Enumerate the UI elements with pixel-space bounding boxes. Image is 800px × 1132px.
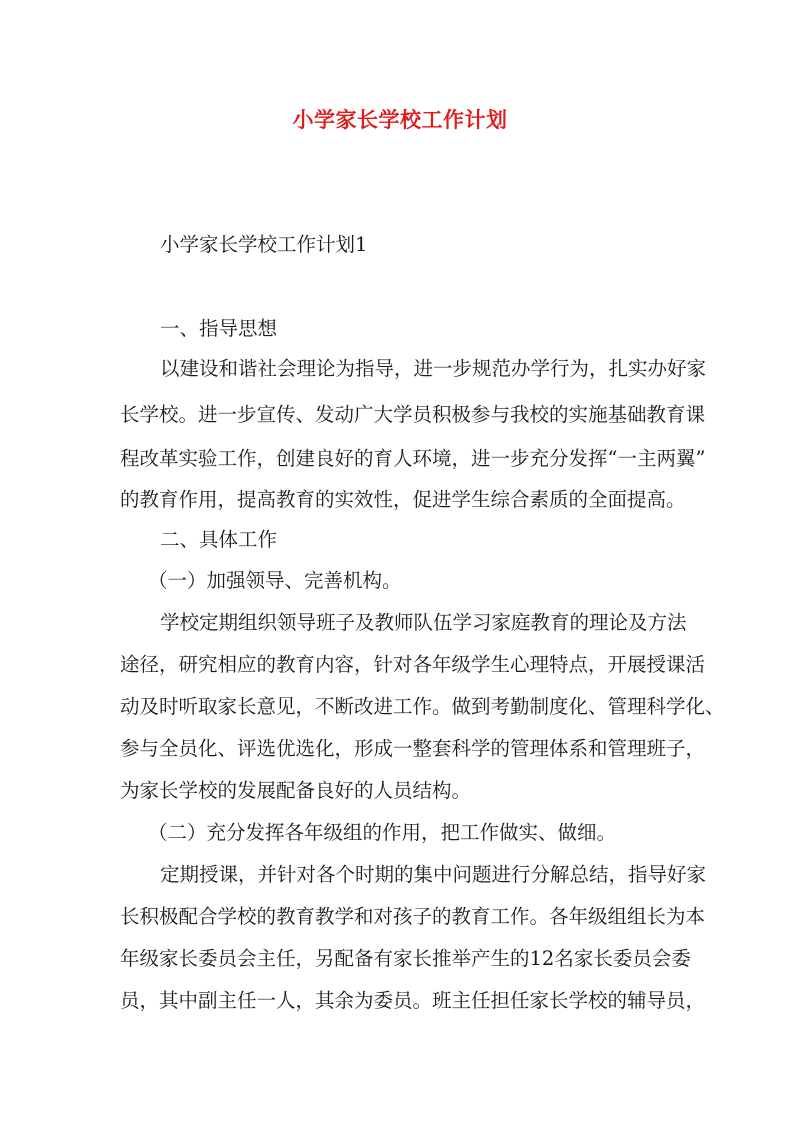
paragraph-line: 学校定期组织领导班子及教师队伍学习家庭教育的理论及方法 bbox=[160, 611, 687, 634]
heading-specific-work: 二、具体工作 bbox=[160, 528, 278, 551]
paragraph-line: 以建设和谐社会理论为指导，进一步规范办学行为，扎实办好家 bbox=[160, 357, 707, 380]
paragraph-line: 为家长学校的发展配备良好的人员结构。 bbox=[120, 779, 472, 802]
subheading-leadership: （一）加强领导、完善机构。 bbox=[148, 569, 402, 592]
paragraph-line: 动及时听取家长意见，不断改进工作。做到考勤制度化、管理科学化、 bbox=[120, 695, 725, 718]
paragraph-line: 员，其中副主任一人，其余为委员。班主任担任家长学校的辅导员， bbox=[120, 989, 706, 1012]
document-title: 小学家长学校工作计划 bbox=[292, 107, 508, 132]
paragraph-line: 长积极配合学校的教育教学和对孩子的教育工作。各年级组组长为本 bbox=[120, 905, 706, 928]
section-subtitle: 小学家长学校工作计划1 bbox=[160, 233, 368, 256]
subheading-grade-groups: （二）充分发挥各年级组的作用，把工作做实、做细。 bbox=[148, 821, 617, 844]
paragraph-line: 程改革实验工作，创建良好的育人环境，进一步充分发挥“一主两翼” bbox=[120, 447, 706, 470]
paragraph-line: 长学校。进一步宣传、发动广大学员积极参与我校的实施基础教育课 bbox=[120, 403, 706, 426]
heading-guiding-thought: 一、指导思想 bbox=[160, 317, 278, 340]
paragraph-line: 定期授课，并针对各个时期的集中问题进行分解总结，指导好家 bbox=[160, 863, 707, 886]
paragraph-line: 年级家长委员会主任，另配备有家长推举产生的12名家长委员会委 bbox=[120, 947, 691, 970]
paragraph-line: 参与全员化、评选优选化，形成一整套科学的管理体系和管理班子， bbox=[120, 737, 706, 760]
paragraph-line: 途径，研究相应的教育内容，针对各年级学生心理特点，开展授课活 bbox=[120, 653, 706, 676]
paragraph-line: 的教育作用，提高教育的实效性，促进学生综合素质的全面提高。 bbox=[120, 488, 686, 511]
